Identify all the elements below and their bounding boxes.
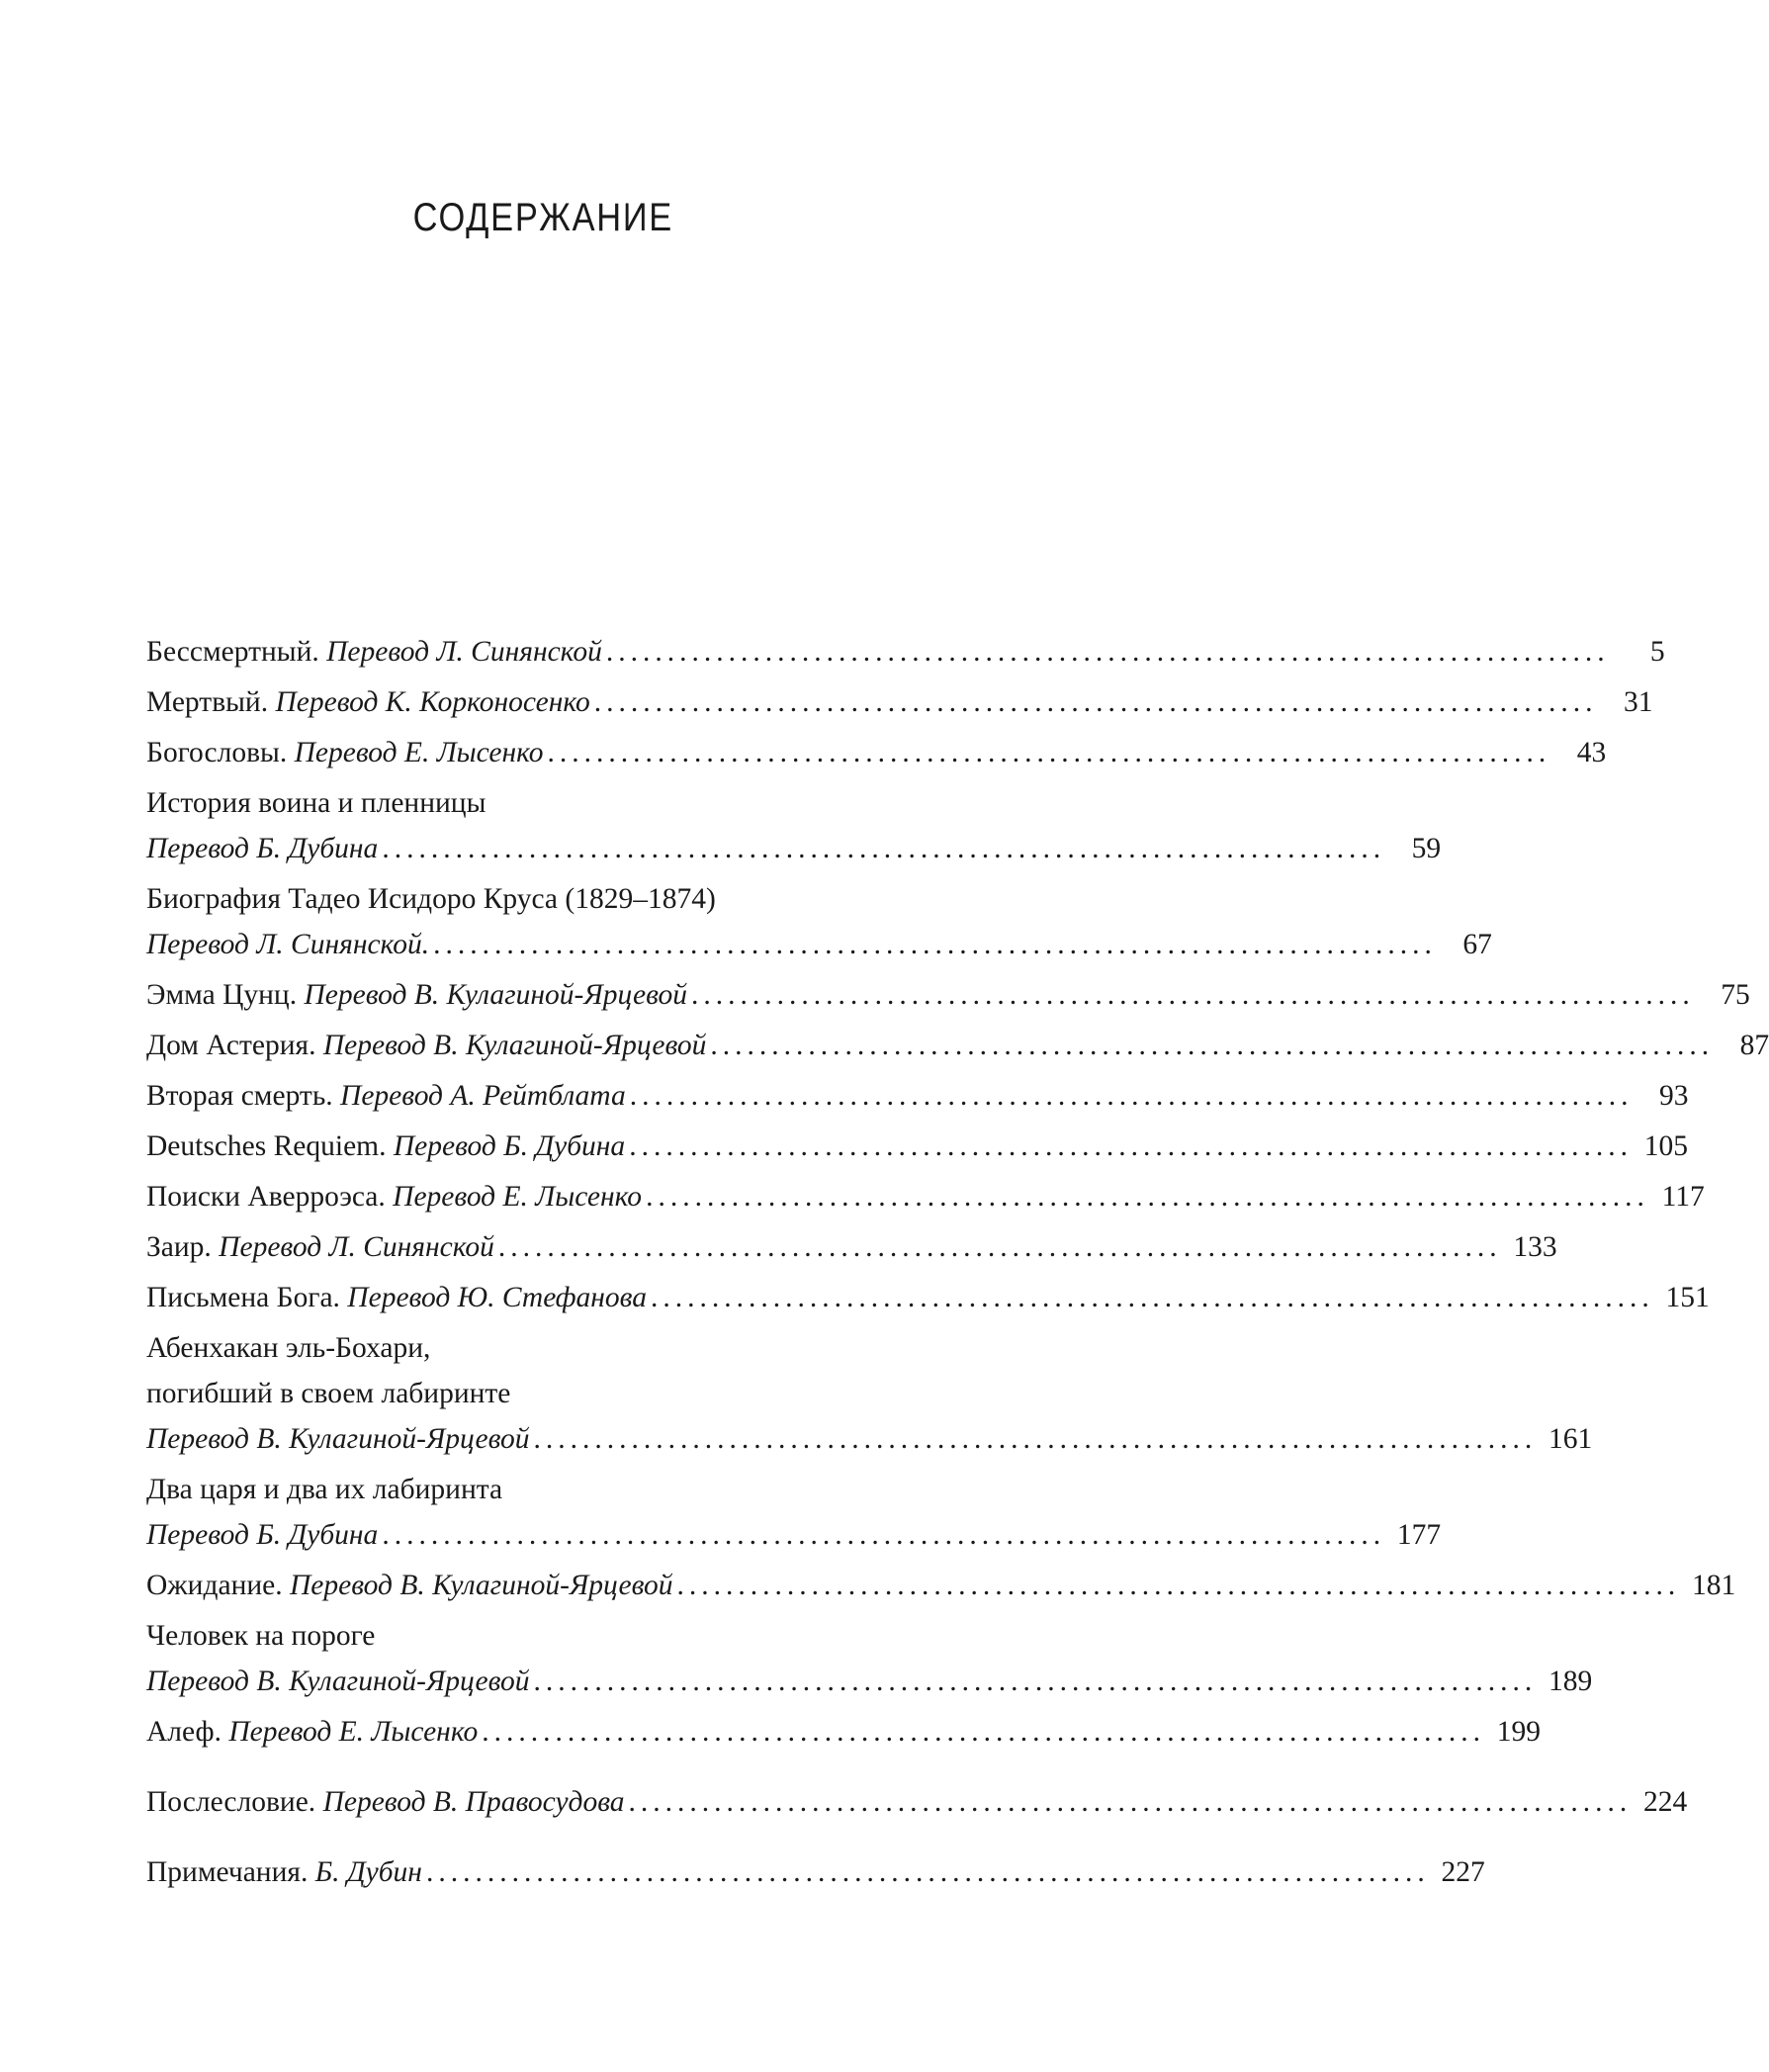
toc-line <box>146 876 923 922</box>
page-number: 151 <box>1665 1282 1710 1313</box>
page-number: 105 <box>1643 1130 1688 1162</box>
entry-translator: Перевод В. Кулагиной-Ярцевой <box>290 1570 673 1601</box>
entry-translator: Перевод Б. Дубина <box>146 833 379 864</box>
entry-translator: Перевод В. Кулагиной-Ярцевой <box>146 1666 530 1697</box>
toc-entry[interactable] <box>146 1124 1688 1169</box>
page-number: 181 <box>1692 1570 1736 1601</box>
toc-line <box>146 1779 1688 1825</box>
page-number: 117 <box>1661 1181 1705 1213</box>
toc-line <box>146 1563 1736 1608</box>
toc-line <box>146 1659 1593 1704</box>
entry-translator: Перевод Е. Лысенко <box>228 1716 479 1748</box>
entry-translator: Перевод В. Кулагиной-Ярцевой <box>146 1423 530 1455</box>
toc-entry[interactable] <box>146 1174 1705 1219</box>
dot-leader: .................................................................................. <box>433 929 1437 960</box>
toc-entry[interactable] <box>146 1224 1557 1270</box>
dot-leader: .................................................................................. <box>646 1181 1649 1213</box>
page-number: 59 <box>1411 833 1442 864</box>
dot-leader: .................................................................................. <box>676 1570 1681 1601</box>
entry-translator: Перевод Е. Лысенко <box>294 737 544 768</box>
toc-line <box>146 826 1442 871</box>
toc-line <box>146 1512 1442 1558</box>
toc-entry[interactable] <box>146 972 1750 1018</box>
dot-leader: .................................................................................. <box>533 1666 1538 1697</box>
page-number: 93 <box>1658 1080 1689 1112</box>
entry-translator: Перевод Л. Синянской. <box>146 929 430 960</box>
entry-translator: Перевод Л. Синянской <box>219 1231 494 1263</box>
entry-translator: Перевод Ю. Стефанова <box>347 1282 648 1313</box>
dot-leader: .................................................................................. <box>382 1519 1386 1551</box>
toc-line <box>146 730 1607 775</box>
toc-line <box>146 1467 923 1512</box>
entry-title: Ожидание. <box>146 1570 283 1601</box>
page-number: 199 <box>1496 1716 1541 1748</box>
dot-leader: .................................................................................. <box>533 1423 1538 1455</box>
entry-translator: Перевод В. Кулагиной-Ярцевой <box>322 1030 707 1061</box>
toc-line <box>146 1371 923 1416</box>
entry-title: Послесловие. <box>146 1786 316 1818</box>
toc-line <box>146 1174 1705 1219</box>
toc-line <box>146 1849 1485 1895</box>
toc-line <box>146 1124 1688 1169</box>
toc-line <box>146 972 1750 1018</box>
toc-entry[interactable] <box>146 1709 1541 1755</box>
dot-leader: .................................................................................. <box>628 1786 1633 1818</box>
entry-translator: Перевод Л. Синянской <box>326 636 602 668</box>
entry-translator: Перевод А. Рейтблата <box>340 1080 626 1112</box>
entry-title: Человек на пороге <box>146 1620 376 1652</box>
dot-leader: .................................................................................. <box>482 1716 1485 1748</box>
toc-line <box>146 1709 1541 1755</box>
toc-entry[interactable] <box>146 1779 1688 1825</box>
page-number: 161 <box>1548 1423 1593 1455</box>
page-number: 224 <box>1643 1786 1688 1818</box>
page-number: 87 <box>1739 1030 1769 1061</box>
page-number: 177 <box>1396 1519 1442 1551</box>
entry-title: История воина и пленницы <box>146 787 486 819</box>
toc-entry[interactable] <box>146 780 1442 871</box>
entry-title: Примечания. <box>146 1856 309 1888</box>
entry-title: Поиски Аверроэса. <box>146 1181 386 1213</box>
toc-entry[interactable] <box>146 1325 1593 1462</box>
entry-title: Заир. <box>146 1231 212 1263</box>
dot-leader: .................................................................................. <box>593 686 1598 718</box>
toc-entry[interactable] <box>146 679 1653 725</box>
entry-title: Алеф. <box>146 1716 221 1748</box>
dot-leader: .................................................................................. <box>497 1231 1502 1263</box>
page-number: 5 <box>1649 636 1665 668</box>
page-number: 43 <box>1576 737 1607 768</box>
entry-title: Мертвый. <box>146 686 269 718</box>
toc-line <box>146 1613 923 1659</box>
toc-line <box>146 1023 1769 1068</box>
toc-entry[interactable] <box>146 1467 1442 1558</box>
toc-line <box>146 1073 1689 1119</box>
dot-leader: .................................................................................. <box>425 1856 1430 1888</box>
entry-title: Богословы. <box>146 737 288 768</box>
entry-translator: Б. Дубин <box>314 1856 422 1888</box>
entry-title: Абенхакан эль-Бохари, <box>146 1332 431 1364</box>
toc-entry[interactable] <box>146 629 1665 675</box>
page-number: 75 <box>1721 979 1750 1011</box>
dot-leader: .................................................................................. <box>691 979 1695 1011</box>
dot-leader: .................................................................................. <box>629 1130 1633 1162</box>
entry-translator: Перевод Б. Дубина <box>393 1130 626 1162</box>
entry-translator: Перевод Б. Дубина <box>146 1519 379 1551</box>
entry-title: Два царя и два их лабиринта <box>146 1474 503 1505</box>
page-number: 67 <box>1462 929 1492 960</box>
entry-title: Вторая смерть. <box>146 1080 333 1112</box>
toc-line <box>146 629 1665 675</box>
toc-entry[interactable] <box>146 1613 1593 1704</box>
dot-leader: .................................................................................. <box>629 1080 1634 1112</box>
toc-line <box>146 780 923 826</box>
dot-leader: .................................................................................. <box>710 1030 1715 1061</box>
entry-translator: Перевод Е. Лысенко <box>393 1181 643 1213</box>
toc-entry[interactable] <box>146 876 1492 967</box>
entry-title: Deutsches Requiem. <box>146 1130 387 1162</box>
toc-line <box>146 1416 1593 1462</box>
dot-leader: .................................................................................. <box>382 833 1386 864</box>
page-number: 31 <box>1624 686 1653 718</box>
entry-title: Бессмертный. <box>146 636 319 668</box>
toc-entry[interactable] <box>146 1073 1689 1119</box>
toc-entry[interactable] <box>146 1563 1736 1608</box>
toc-line <box>146 922 1492 967</box>
table-of-contents <box>146 629 1769 1900</box>
dot-leader: .................................................................................. <box>605 636 1610 668</box>
entry-title: Биография Тадео Исидоро Круса (1829–1874) <box>146 883 716 915</box>
entry-title: Дом Астерия. <box>146 1030 316 1061</box>
entry-title: Письмена Бога. <box>146 1282 340 1313</box>
toc-line <box>146 679 1653 725</box>
page-number: 189 <box>1548 1666 1593 1697</box>
entry-title-continued: погибший в своем лабиринте <box>146 1378 511 1409</box>
toc-line <box>146 1275 1710 1320</box>
toc-entry[interactable] <box>146 1275 1710 1320</box>
entry-translator: Перевод В. Правосудова <box>322 1786 625 1818</box>
entry-translator: Перевод В. Кулагиной-Ярцевой <box>304 979 688 1011</box>
toc-line <box>146 1325 923 1371</box>
entry-translator: Перевод К. Корконосенко <box>275 686 590 718</box>
toc-entry[interactable] <box>146 1849 1485 1895</box>
toc-entry[interactable] <box>146 1023 1769 1068</box>
toc-entry[interactable] <box>146 730 1607 775</box>
entry-title: Эмма Цунц. <box>146 979 298 1011</box>
page-number: 227 <box>1441 1856 1485 1888</box>
dot-leader: .................................................................................. <box>547 737 1551 768</box>
page-title: СОДЕРЖАНИЕ <box>412 196 673 239</box>
dot-leader: .................................................................................. <box>651 1282 1654 1313</box>
toc-line <box>146 1224 1557 1270</box>
page-number: 133 <box>1513 1231 1557 1263</box>
